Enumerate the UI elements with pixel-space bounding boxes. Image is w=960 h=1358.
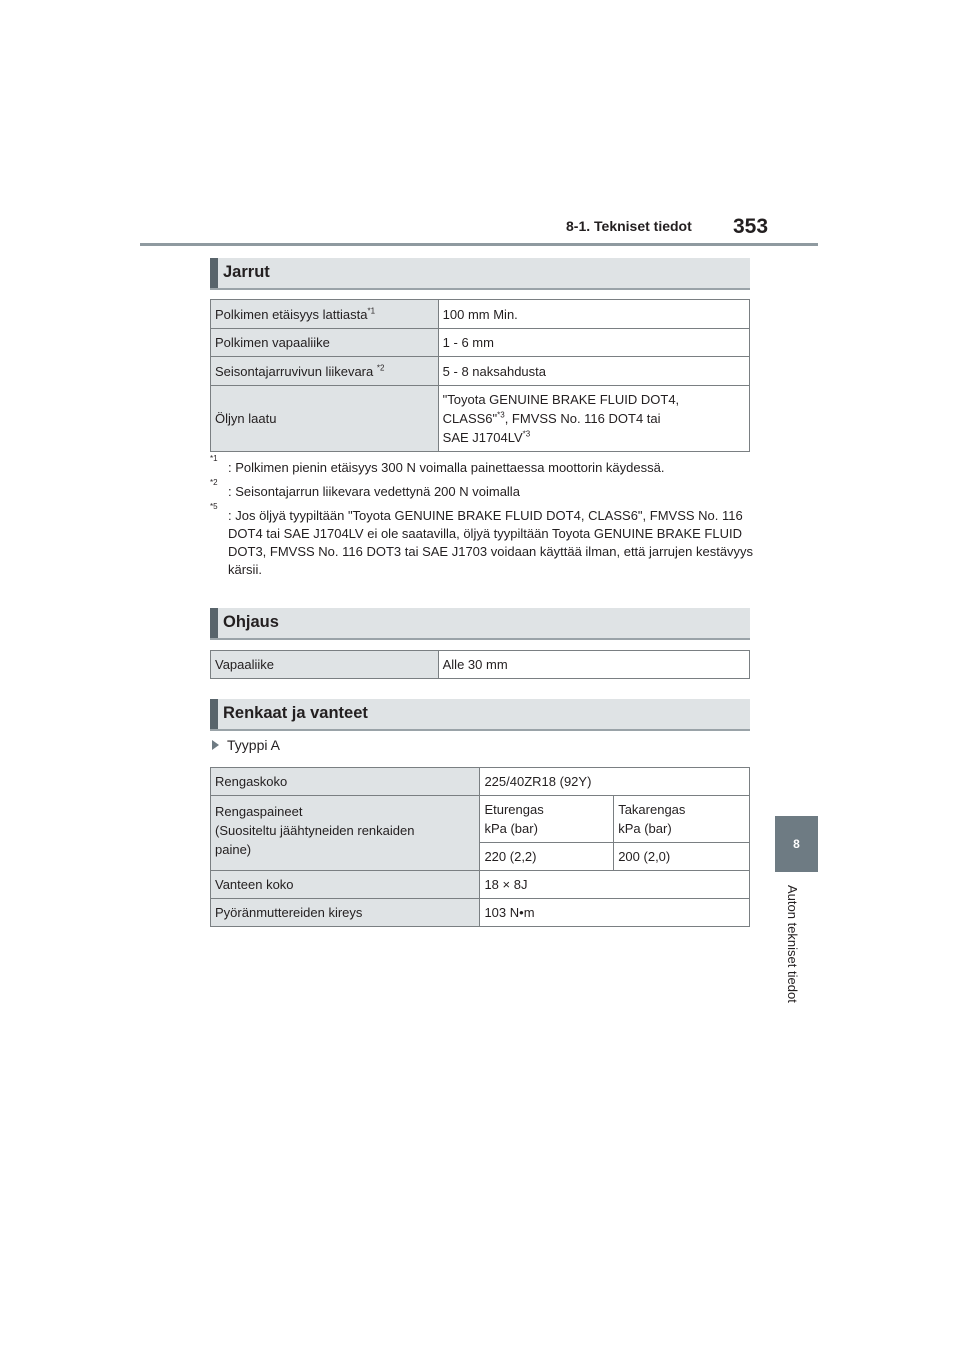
table-row: [211, 651, 750, 679]
table-value-cell: 18 × 8J: [480, 871, 750, 899]
section-heading-tires: [210, 699, 750, 731]
table-label-cell: Öljyn laatu: [211, 386, 439, 452]
section-heading-steering: [210, 608, 750, 640]
table-row: [211, 796, 750, 843]
table-label-cell: Polkimen etäisyys lattiasta$^{*1}$: [211, 300, 439, 329]
chapter-title: Auton tekniset tiedot: [785, 885, 800, 1003]
section-heading-bar: [210, 699, 218, 729]
footnote: *5 : Jos öljyä tyypiltään "Toyota GENUINE BRAKE FLUID DOT4, CLASS6", FMVSS No. 116 DOT4 tai SAE J1704LV ei ole saatavilla, öljyä tyypiltään Toyota GENUINE BRAKE FLUID DOT3, FMVSS No. 116 DOT3 tai SAE J1703 voidaan käyttää ilman, että jarrujen kestävyys kärsii.: [210, 502, 754, 577]
table-row: [211, 871, 750, 899]
section-heading-title: Ohjaus: [223, 613, 279, 631]
footnote: *1 : Polkimen pienin etäisyys 300 N voimalla painettaessa moottorin käydessä.: [210, 454, 665, 475]
tire-type-label: Tyyppi A: [227, 737, 280, 753]
table-value-cell: 200 (2,0): [614, 843, 750, 871]
section-heading-title: Renkaat ja vanteet: [223, 704, 368, 722]
brakes-table: [210, 299, 750, 452]
chapter-tab: 8: [775, 816, 818, 872]
page-number: 353: [733, 215, 769, 238]
table-row: [211, 357, 750, 386]
table-value-cell: 103 N•m: [480, 899, 750, 927]
table-label-cell: Pyöränmuttereiden kireys: [211, 899, 480, 927]
table-row: [211, 768, 750, 796]
section-title: 8-1. Tekniset tiedot: [566, 218, 692, 234]
section-heading-bar: [210, 608, 218, 638]
section-heading-brakes: [210, 258, 750, 290]
table-value-cell: 100 mm Min.: [438, 300, 749, 329]
table-row: [211, 899, 750, 927]
table-value-cell: Alle 30 mm: [438, 651, 749, 679]
triangle-bullet-icon: [212, 740, 219, 750]
chapter-side-label: [785, 885, 807, 1025]
table-header-cell-front: Eturengas kPa (bar): [480, 796, 614, 843]
tire-type-subheading: [212, 737, 280, 753]
table-value-cell: 1 - 6 mm: [438, 329, 749, 357]
section-heading-bar: [210, 258, 218, 288]
table-value-cell: 5 - 8 naksahdusta: [438, 357, 749, 386]
table-value-cell: "Toyota GENUINE BRAKE FLUID DOT4, CLASS6"$^{*3}$, FMVSS No. 116 DOT4 tai SAE J1704LV$^{*3}$: [438, 386, 749, 452]
section-heading-title: Jarrut: [223, 263, 270, 281]
table-row: [211, 386, 750, 452]
table-label-cell: Seisontajarruvivun liikevara $^{*2}$: [211, 357, 439, 386]
table-value-cell: 225/40ZR18 (92Y): [480, 768, 750, 796]
steering-table: [210, 650, 750, 679]
table-row: [211, 300, 750, 329]
header-divider: [140, 243, 818, 246]
brakes-footnotes: [210, 454, 755, 585]
footnote: *2 : Seisontajarrun liikevara vedettynä 200 N voimalla: [210, 478, 520, 499]
table-label-cell: Rengaskoko: [211, 768, 480, 796]
tires-table: [210, 767, 750, 927]
table-label-cell: Rengaspaineet (Suositeltu jäähtyneiden renkaiden paine): [211, 796, 480, 871]
table-header-cell-rear: Takarengas kPa (bar): [614, 796, 750, 843]
table-label-cell: Vapaaliike: [211, 651, 439, 679]
table-value-cell: 220 (2,2): [480, 843, 614, 871]
table-row: [211, 329, 750, 357]
table-label-cell: Vanteen koko: [211, 871, 480, 899]
table-label-cell: Polkimen vapaaliike: [211, 329, 439, 357]
